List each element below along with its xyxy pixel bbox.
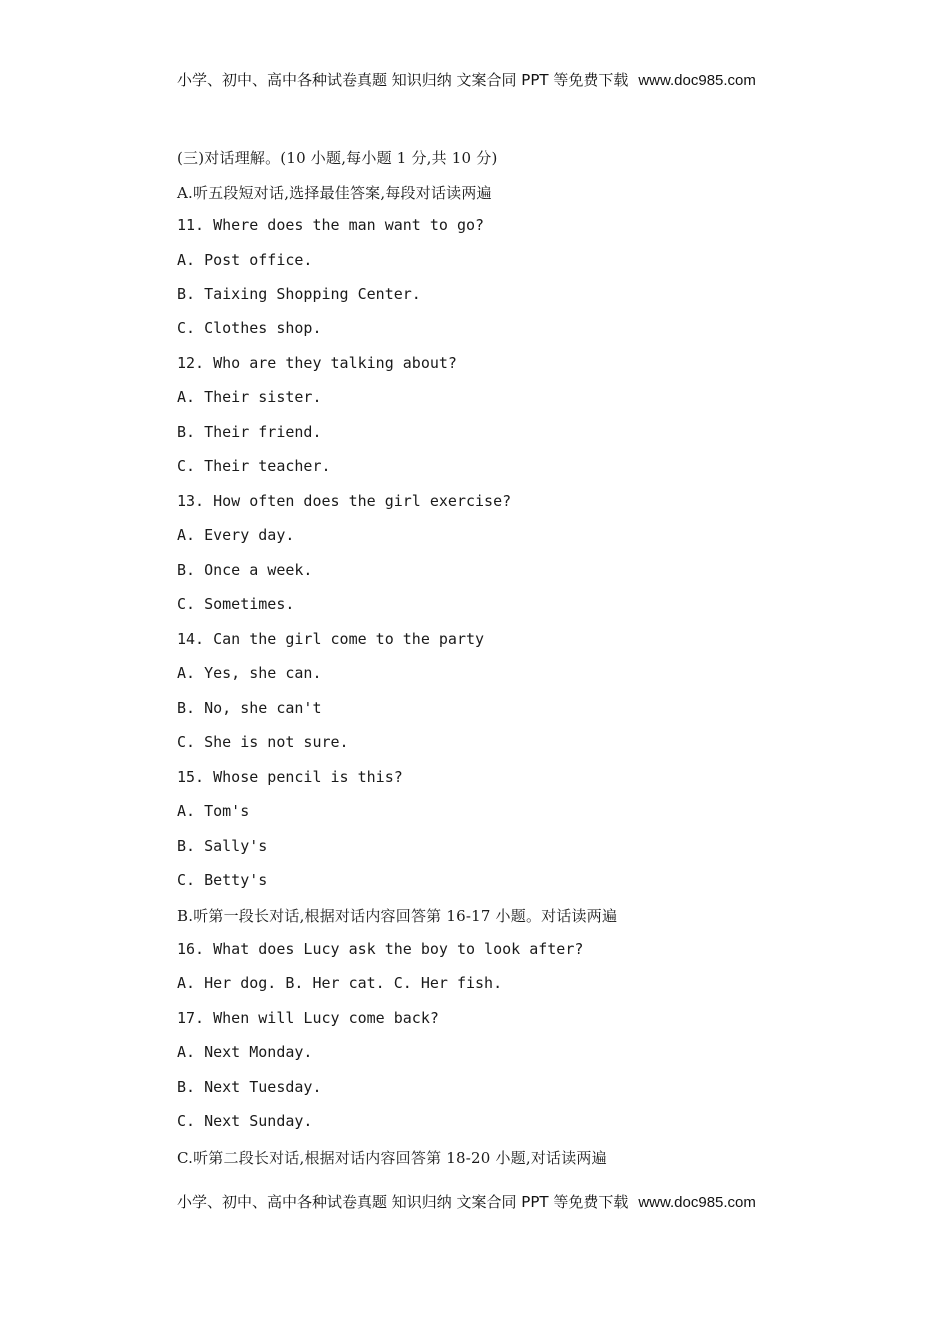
- option-15a: A. Tom's: [177, 802, 250, 820]
- question-13: 13. How often does the girl exercise?: [177, 492, 512, 510]
- option-11c: C. Clothes shop.: [177, 319, 322, 337]
- question-16: 16. What does Lucy ask the boy to look after?: [177, 940, 584, 958]
- option-11b: B. Taixing Shopping Center.: [177, 285, 421, 303]
- option-11a: A. Post office.: [177, 251, 313, 269]
- page-footer: [177, 1191, 756, 1212]
- question-11: 11. Where does the man want to go?: [177, 216, 485, 234]
- part-a-instruction: A.听五段短对话,选择最佳答案,每段对话读两遍: [177, 184, 492, 202]
- option-15c: C. Betty's: [177, 871, 268, 889]
- option-13a: A. Every day.: [177, 526, 295, 544]
- option-12b: B. Their friend.: [177, 423, 322, 441]
- part-c-instruction: C.听第二段长对话,根据对话内容回答第 18-20 小题,对话读两遍: [177, 1149, 607, 1167]
- option-14c: C. She is not sure.: [177, 733, 349, 751]
- option-14a: A. Yes, she can.: [177, 664, 322, 682]
- question-14: 14. Can the girl come to the party: [177, 630, 485, 648]
- question-12: 12. Who are they talking about?: [177, 354, 457, 372]
- option-14b: B. No, she can't: [177, 699, 322, 717]
- option-17c: C. Next Sunday.: [177, 1112, 313, 1130]
- header-url[interactable]: www.doc985.com: [638, 72, 756, 89]
- options-16: A. Her dog. B. Her cat. C. Her fish.: [177, 974, 503, 992]
- footer-url[interactable]: www.doc985.com: [638, 1194, 756, 1211]
- section-title: (三)对话理解。(10 小题,每小题 1 分,共 10 分): [177, 149, 498, 167]
- question-15: 15. Whose pencil is this?: [177, 768, 403, 786]
- option-13b: B. Once a week.: [177, 561, 313, 579]
- option-12a: A. Their sister.: [177, 388, 322, 406]
- part-b-instruction: B.听第一段长对话,根据对话内容回答第 16-17 小题。对话读两遍: [177, 907, 618, 925]
- option-17b: B. Next Tuesday.: [177, 1078, 322, 1096]
- option-13c: C. Sometimes.: [177, 595, 295, 613]
- option-17a: A. Next Monday.: [177, 1043, 313, 1061]
- question-17: 17. When will Lucy come back?: [177, 1009, 439, 1027]
- header-text: 小学、初中、高中各种试卷真题 知识归纳 文案合同 PPT 等免费下载: [177, 71, 629, 89]
- page-header: [177, 69, 756, 90]
- option-15b: B. Sally's: [177, 837, 268, 855]
- footer-text: 小学、初中、高中各种试卷真题 知识归纳 文案合同 PPT 等免费下载: [177, 1193, 629, 1211]
- option-12c: C. Their teacher.: [177, 457, 331, 475]
